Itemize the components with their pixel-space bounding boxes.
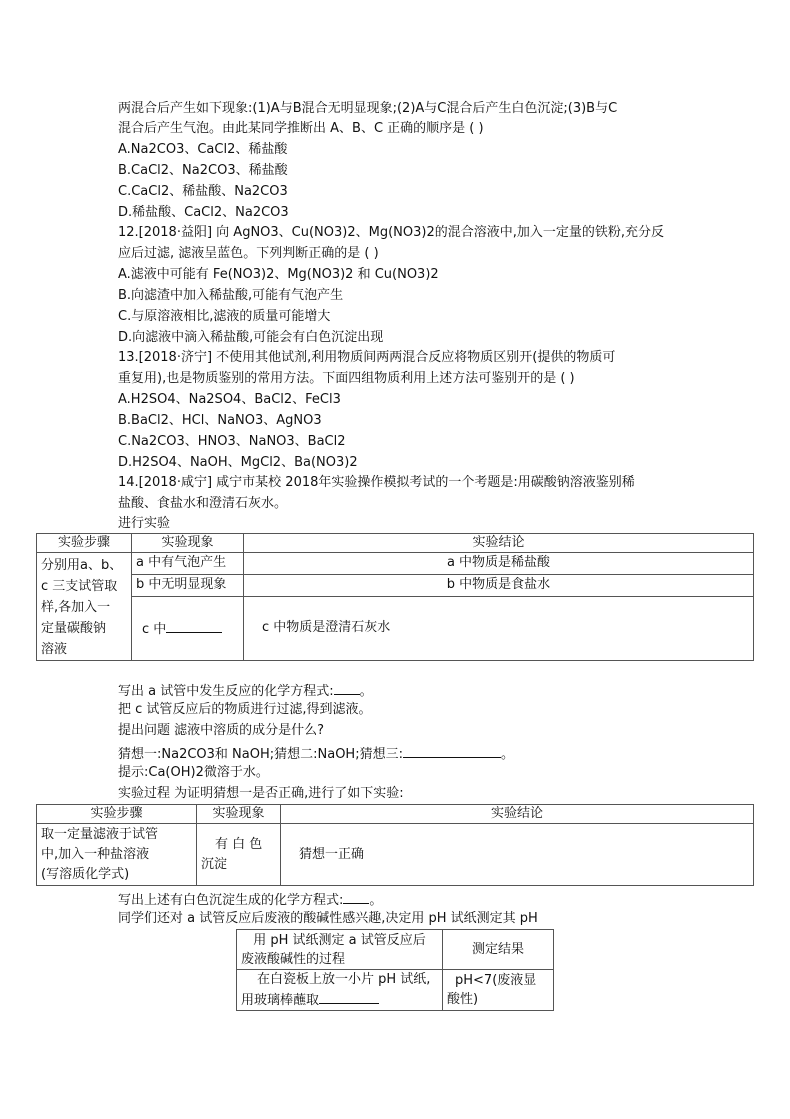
experiment-table-1: [36, 533, 754, 661]
answer-blank[interactable]: [403, 743, 501, 758]
q11-option-d: D.稀盐酸、CaCl2、Na2CO3: [118, 205, 289, 220]
raise-question: 提出问题 滤液中溶质的成分是什么?: [118, 723, 325, 738]
ph-interest: 同学们还对 a 试管反应后废液的酸碱性感兴趣,决定用 pH 试纸测定其 pH: [118, 911, 538, 926]
write-equation-a-text: 写出 a 试管中发生反应的化学方程式:: [118, 684, 334, 699]
t2-step-line: 中,加入一种盐溶液: [41, 846, 150, 862]
t3-process-cell: [237, 970, 443, 1011]
experiment-process: 实验过程 为证明猜想一是否正确,进行了如下实验:: [118, 786, 404, 801]
t3-header-process: [237, 930, 443, 970]
period: 。: [500, 747, 514, 762]
t2-phenomenon-line: 有 白 色: [215, 836, 263, 852]
t1-row3-conclusion: c 中物质是澄清石灰水: [244, 596, 754, 660]
answer-blank[interactable]: [319, 989, 379, 1004]
period: 。: [359, 684, 373, 699]
q13-stem-line2: 重复用),也是物质鉴别的常用方法。下面四组物质利用上述方法可鉴别开的是 ( ): [118, 371, 575, 386]
q12-option-a: A.滤液中可能有 Fe(NO3)2、Mg(NO3)2 和 Cu(NO3)2: [118, 267, 439, 282]
t1-row2-phenomenon: b 中无明显现象: [132, 574, 244, 596]
t1-step-line: c 三支试管取: [41, 579, 118, 594]
t3-header-result: 测定结果: [443, 930, 554, 970]
q11-stem-line1: 两混合后产生如下现象:(1)A与B混合无明显现象;(2)A与C混合后产生白色沉淀;(3)B与C: [118, 101, 618, 116]
write-equation-a: [118, 680, 373, 701]
t2-header-step: 实验步骤: [37, 805, 197, 824]
t3-result-line: 酸性): [447, 992, 479, 1007]
answer-blank[interactable]: [343, 889, 369, 904]
t3-header-process-line: 废液酸碱性的过程: [241, 951, 346, 967]
q13-option-c: C.Na2CO3、HNO3、NaNO3、BaCl2: [118, 434, 346, 449]
t2-step-line: (写溶质化学式): [41, 866, 130, 882]
t3-header-process-line: 用 pH 试纸测定 a 试管反应后: [253, 932, 426, 948]
q12-option-d: D.向滤液中滴入稀盐酸,可能会有白色沉淀出现: [118, 330, 384, 345]
period: 。: [369, 893, 383, 908]
q14-stem-line3: 进行实验: [118, 516, 171, 531]
q13-stem-line1: 13.[2018·济宁] 不使用其他试剂,利用物质间两两混合反应将物质区别开(提供的物质可: [118, 350, 616, 365]
answer-blank[interactable]: [334, 680, 360, 695]
t1-step-cell: [37, 553, 132, 661]
q11-option-c: C.CaCl2、稀盐酸、Na2CO3: [118, 184, 288, 199]
answer-blank[interactable]: [166, 618, 222, 633]
q11-option-a: A.Na2CO3、CaCl2、稀盐酸: [118, 142, 288, 157]
t1-step-line: 分别用a、b、: [41, 558, 123, 573]
t3-process-line: 在白瓷板上放一小片 pH 试纸,: [257, 972, 431, 987]
q12-option-b: B.向滤渣中加入稀盐酸,可能有气泡产生: [118, 288, 344, 303]
t2-conclusion: 猜想一正确: [281, 824, 754, 886]
q14-stem-line2: 盐酸、食盐水和澄清石灰水。: [118, 496, 288, 511]
q11-stem-line2: 混合后产生气泡。由此某同学推断出 A、B、C 正确的顺序是 ( ): [118, 121, 484, 136]
guesses-text: 猜想一:Na2CO3和 NaOH;猜想二:NaOH;猜想三:: [118, 747, 403, 762]
t2-phenomenon-cell: [197, 824, 281, 886]
experiment-table-2: [36, 804, 754, 886]
t1-row1-phenomenon: a 中有气泡产生: [132, 553, 244, 575]
hint: 提示:Ca(OH)2微溶于水。: [118, 765, 269, 780]
q13-option-b: B.BaCl2、HCl、NaNO3、AgNO3: [118, 413, 322, 428]
write-equation-precipitate: [118, 889, 382, 910]
q12-stem-line2: 应后过滤, 滤液呈蓝色。下列判断正确的是 ( ): [118, 246, 379, 261]
t2-header-conclusion: 实验结论: [281, 805, 754, 824]
q11-option-b: B.CaCl2、Na2CO3、稀盐酸: [118, 163, 288, 178]
t1-header-step: 实验步骤: [37, 534, 132, 553]
t1-row1-conclusion: a 中物质是稀盐酸: [244, 553, 754, 575]
t2-step-cell: [37, 824, 197, 886]
t1-step-line: 定量碳酸钠: [41, 621, 107, 636]
q12-option-c: C.与原溶液相比,滤液的质量可能增大: [118, 309, 331, 324]
t2-header-phenomenon: 实验现象: [197, 805, 281, 824]
t2-step-line: 取一定量滤液于试管: [41, 826, 159, 842]
t3-process-text: 用玻璃棒蘸取: [241, 993, 320, 1008]
q13-option-a: A.H2SO4、Na2SO4、BaCl2、FeCl3: [118, 392, 341, 407]
q13-option-d: D.H2SO4、NaOH、MgCl2、Ba(NO3)2: [118, 455, 358, 470]
t1-row2-conclusion: b 中物质是食盐水: [244, 574, 754, 596]
guesses: [118, 743, 514, 764]
filter-step: 把 c 试管反应后的物质进行过滤,得到滤液。: [118, 702, 372, 717]
t1-row3-phenomenon-cell: [132, 596, 244, 660]
t1-step-line: 溶液: [41, 642, 68, 657]
t2-phenomenon-line: 沉淀: [201, 856, 228, 872]
t1-header-phenomenon: 实验现象: [132, 534, 244, 553]
write-equation-precipitate-text: 写出上述有白色沉淀生成的化学方程式:: [118, 893, 344, 908]
t3-result-cell: [443, 970, 554, 1011]
t1-header-conclusion: 实验结论: [244, 534, 754, 553]
q12-stem-line1: 12.[2018·益阳] 向 AgNO3、Cu(NO3)2、Mg(NO3)2的混合溶液中,加入一定量的铁粉,充分反: [118, 225, 665, 240]
t3-process-line-2: [241, 989, 438, 1010]
t1-step-line: 样,各加入一: [41, 600, 111, 615]
ph-table: [236, 929, 554, 1011]
t3-result-line: pH<7(废液显: [455, 973, 537, 988]
q14-stem-line1: 14.[2018·咸宁] 咸宁市某校 2018年实验操作模拟考试的一个考题是:用碳酸钠溶液鉴别稀: [118, 475, 635, 490]
t1-row3-phenomenon: c 中: [142, 621, 167, 637]
